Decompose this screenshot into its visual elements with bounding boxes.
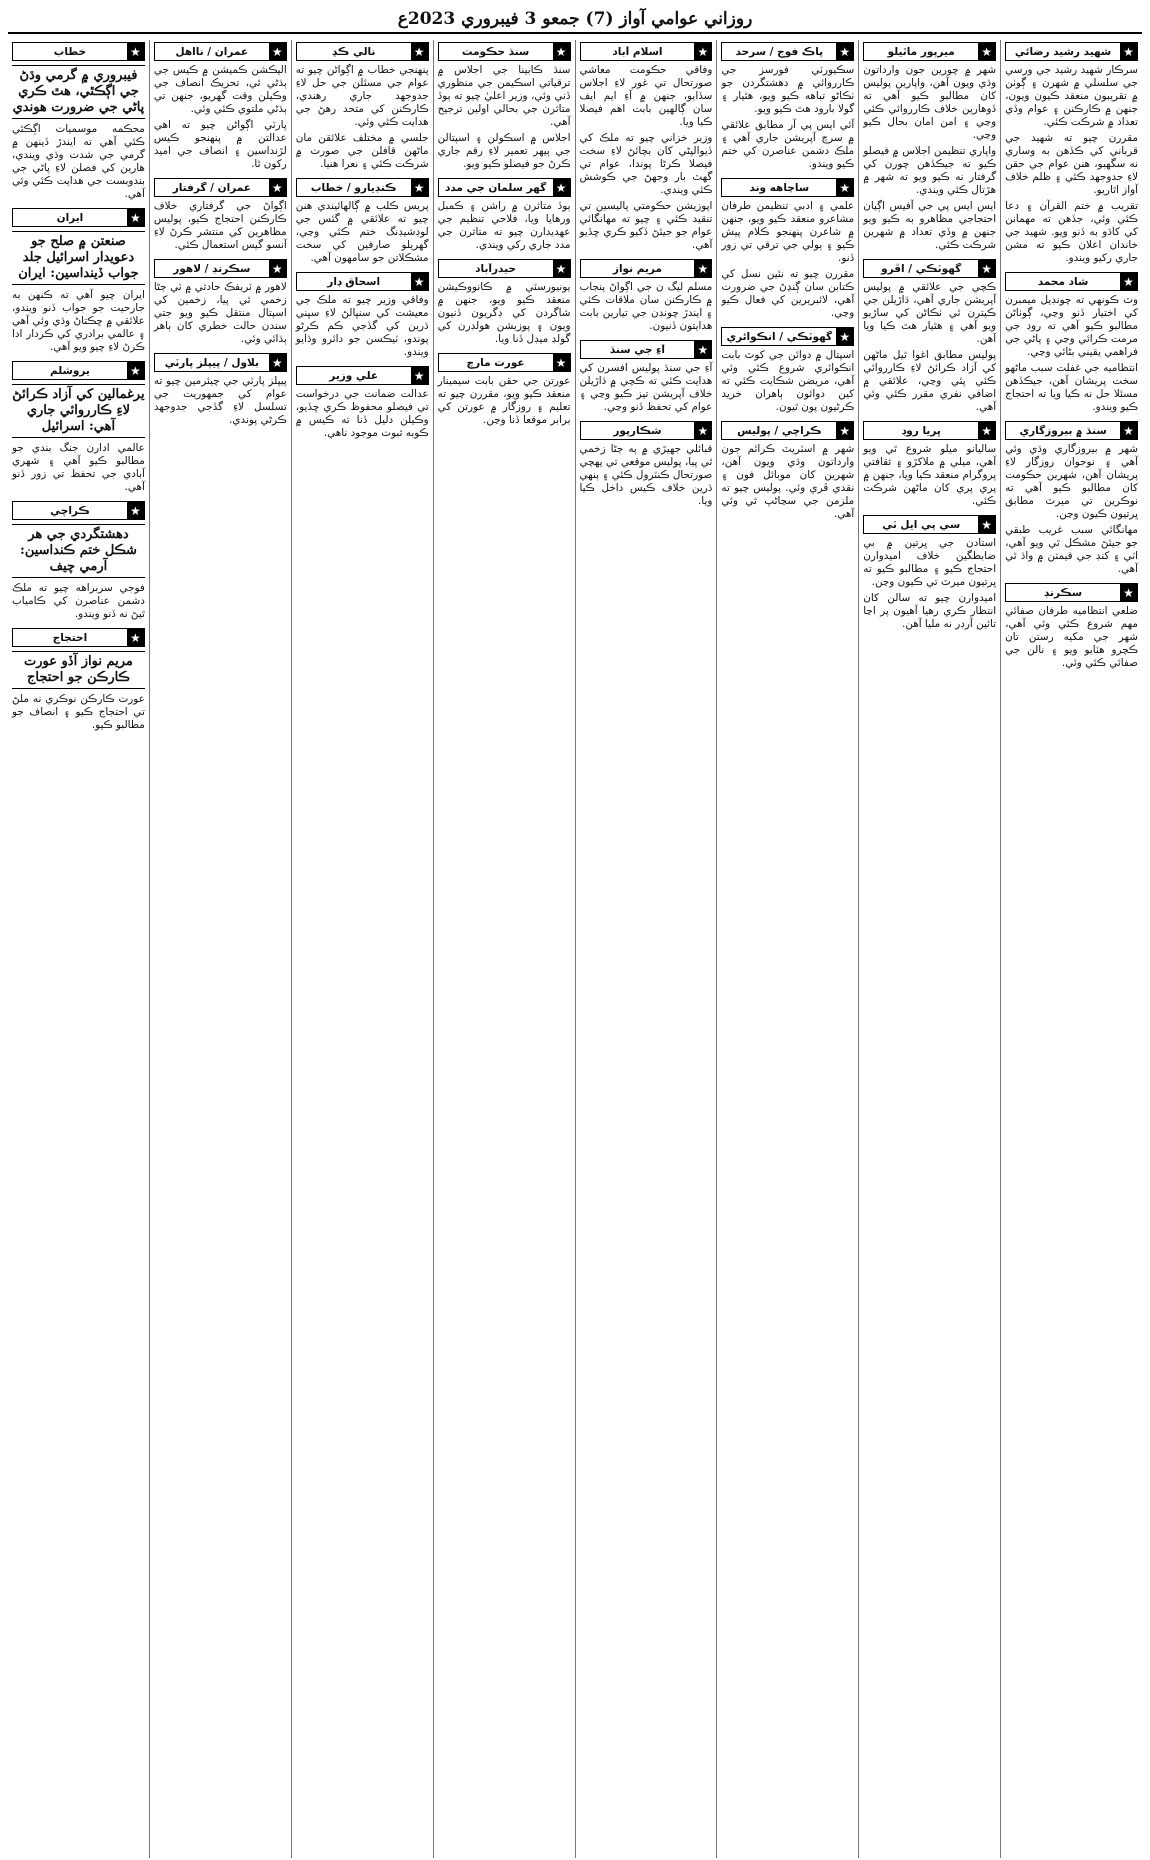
news-story (1005, 583, 1138, 670)
dateline-box (296, 42, 429, 61)
star-icon: ★ (1120, 43, 1137, 60)
story-body (438, 375, 571, 427)
story-body (438, 64, 571, 171)
dateline: حيدرآباد (475, 262, 516, 275)
news-story (863, 259, 996, 414)
star-icon: ★ (694, 422, 711, 439)
story-body (296, 388, 429, 440)
dateline-box (863, 515, 996, 534)
story-body (12, 289, 145, 354)
dateline: گهوٽڪي / اڦرو (881, 262, 962, 275)
story-body (296, 64, 429, 171)
story-paragraph: مهانگائي سبب غريب طبقي جو جيئڻ مشڪل ٿي ويو آهي، اٽي ۽ کنڊ جي قيمتن ۾ واڌ ٿي آهي. (1005, 524, 1138, 575)
news-story (12, 42, 145, 201)
story-paragraph: وفاقي حڪومت معاشي صورتحال تي غور لاءِ اجلاس سڏايو، جنهن ۾ آءِ ايم ايف سان ڳالهين بابت اهم فيصلا ڪيا ويا. (579, 64, 713, 128)
star-icon: ★ (694, 341, 711, 358)
news-story (438, 178, 571, 252)
story-paragraph: شهر ۾ اسٽريٽ ڪرائم جون وارداتون وڌي ويون آهن، شهرين کان موبائل فون ۽ نقدي ڦري وئي. پوليس چيو ته ملزمن جي سڃاڻپ ٿي وئي آهي. (721, 443, 855, 520)
star-icon: ★ (836, 179, 853, 196)
dateline: شهيد رشيد رضائي (1014, 45, 1112, 58)
dateline: سي پي ايل ٽي (882, 518, 961, 531)
story-body (580, 281, 713, 333)
story-paragraph: اليڪشن ڪميشن ۾ ڪيس جي ٻڌڻي ٿي، تحريڪ انصاف جي وڪيلن وقت گهريو، جنهن تي ٻڌڻي ملتوي ڪئي وئي. (153, 64, 287, 115)
star-icon: ★ (127, 629, 144, 646)
dateline-box (438, 178, 571, 197)
story-body (296, 200, 429, 265)
story-paragraph: اسپتال ۾ دوائن جي کوٽ بابت انڪوائري شروع ڪئي وئي آهي، مريضن شڪايت ڪئي ته کين دوائون ٻاهران خريد ڪرڻيون پون ٿيون. (721, 349, 855, 413)
news-story (580, 421, 713, 508)
story-paragraph: اڳواڻ جي گرفتاري خلاف ڪارڪنن احتجاج ڪيو، پوليس مظاهرين کي منتشر ڪرڻ لاءِ آنسو گيس استعمال ڪئي. (153, 200, 287, 251)
news-column (8, 40, 149, 1858)
news-column (433, 40, 575, 1858)
news-story (12, 361, 145, 494)
masthead-title: روزاني عوامي آواز (7) جمعو 3 فيبروري 2023ع (397, 9, 753, 29)
news-story (580, 340, 713, 414)
dateline: بلاول / پيپلز پارٽي (164, 356, 259, 369)
dateline-box (154, 259, 287, 278)
dateline-box (12, 208, 145, 227)
story-paragraph: علمي ۽ ادبي تنظيمن طرفان مشاعرو منعقد ڪيو ويو، جنهن ۾ شاعرن پنهنجو ڪلام پيش ڪيو ۽ ٻولي جي ترقي تي زور ڏنو. (721, 200, 855, 264)
story-paragraph: تقريب ۾ ختم القرآن ۽ دعا ڪئي وئي، جڏهن ته مهمانن کي کاڌو به ڏنو ويو. شهيد جي خاندان اعلان ڪيو ته مشن جاري رکيو ويندو. (1005, 200, 1138, 264)
dateline-box (154, 42, 287, 61)
story-paragraph: اميدوارن چيو ته سالن کان انتظار ڪري رهيا آهيون پر اڃا تائين آرڊر نه مليا آهن. (863, 592, 997, 630)
star-icon: ★ (269, 260, 286, 277)
story-paragraph: سڪيورٽي فورسز جي ڪارروائي ۾ دهشتگردن جو ٺڪاڻو تباهه ڪيو ويو، هٿيار ۽ گولا بارود هٿ ڪيو ويو. (721, 64, 855, 115)
story-paragraph: عالمي ادارن جنگ بندي جو مطالبو ڪيو آهي ۽ شهري آبادي جي تحفظ تي زور ڏنو آهي. (12, 442, 145, 493)
dateline-box (12, 628, 145, 647)
story-body (863, 281, 996, 414)
story-body (721, 443, 854, 521)
news-story (438, 259, 571, 346)
news-story (438, 42, 571, 171)
story-paragraph: وٽ ڪونهي ته چونڊيل ميمبرن کي اختيار ڏنو وڃي، ڳوٺاڻن مطالبو ڪيو آهي ته روڊ جي مرمت ڪرائي وڃي ۽ پاڻي جي فراهمي يقيني بڻائي وڃي. (1005, 294, 1138, 358)
story-body (721, 349, 854, 414)
news-story (863, 42, 996, 252)
dateline: ڪراچي (50, 504, 90, 517)
star-icon: ★ (127, 43, 144, 60)
star-icon: ★ (1120, 422, 1137, 439)
news-column (149, 40, 291, 1858)
dateline: يروشلم (50, 364, 90, 377)
story-headline: صنعتن ۾ صلح جو دعويدار اسرائيل جلد جواب ڏينداسين: ايران (12, 231, 145, 285)
dateline: ڪنڊيارو / خطاب (310, 181, 397, 194)
star-icon: ★ (978, 422, 995, 439)
dateline: علي وزير (329, 369, 379, 382)
star-icon: ★ (1120, 584, 1137, 601)
story-paragraph: ايران چيو آهي ته ڪنهن به جارحيت جو جواب ڏنو ويندو، علائقي ۾ ڇڪتاڻ وڌي وئي آهي ۽ عالمي برادري کي ڪردار ادا ڪرڻ لاءِ چيو ويو آهي. (12, 289, 145, 353)
dateline: سڪرنڊ (1043, 586, 1083, 599)
story-body (863, 537, 996, 631)
dateline-box (863, 421, 996, 440)
story-body (721, 64, 854, 171)
story-body (12, 123, 145, 201)
dateline: سڪرنڊ / لاهور (173, 262, 251, 275)
news-story (154, 259, 287, 346)
news-story (154, 353, 287, 427)
star-icon: ★ (127, 209, 144, 226)
story-headline: فيبروري ۾ گرمي وڌڻ جي اڳڪٿي، هٿ ڪري پاڻي جي ضرورت هوندي (12, 65, 145, 119)
story-body (863, 443, 996, 508)
dateline-box (721, 421, 854, 440)
dateline-box (721, 42, 854, 61)
dateline: گهوٽڪي / انڪوائري (726, 330, 833, 343)
dateline: نالي ڪڍ (331, 45, 376, 58)
star-icon: ★ (269, 43, 286, 60)
news-story (1005, 421, 1138, 576)
dateline-box (296, 366, 429, 385)
story-paragraph: انتظاميه جي غفلت سبب ماڻهو سخت پريشان آهن، جيڪڏهن مسئلا حل نه ڪيا ويا ته احتجاج ڪيو ويندو. (1005, 362, 1138, 413)
story-paragraph: آئي ايس پي آر مطابق علائقي ۾ سرچ آپريشن جاري آهي ۽ ملڪ دشمن عناصرن کي ختم ڪيو ويندو. (721, 119, 855, 170)
star-icon: ★ (978, 516, 995, 533)
dateline-box (863, 42, 996, 61)
story-body (721, 200, 854, 320)
dateline-box (12, 501, 145, 520)
dateline: شڪارپور (613, 424, 662, 437)
dateline-box (438, 353, 571, 372)
story-body (154, 375, 287, 427)
story-paragraph: اجلاس ۾ اسڪولن ۽ اسپتالن جي ٻيهر تعمير لاءِ رقم جاري ڪرڻ جو فيصلو ڪيو ويو. (437, 132, 571, 170)
story-paragraph: مسلم ليگ ن جي اڳواڻ پنجاب ۾ ڪارڪنن سان ملاقات ڪئي ۽ ايندڙ چونڊن جي تيارين بابت هدايتون ڏنيون. (579, 281, 713, 332)
story-paragraph: عورتن جي حقن بابت سيمينار منعقد ڪيو ويو، مقررن چيو ته تعليم ۽ روزگار ۾ عورتن کي برابر موقعا ڏنا وڃن. (437, 375, 571, 426)
story-body (1005, 443, 1138, 576)
story-body (438, 281, 571, 346)
dateline: عمران / گرفتار (172, 181, 251, 194)
star-icon: ★ (269, 354, 286, 371)
news-story (12, 628, 145, 732)
dateline-box (580, 42, 713, 61)
dateline: پاڪ فوج / سرحد (735, 45, 824, 58)
news-story (1005, 42, 1138, 265)
story-paragraph: عدالت ضمانت جي درخواست تي فيصلو محفوظ ڪري ڇڏيو، وڪيلن دليل ڏنا ته ڪيس ۾ ڪوبه ثبوت موجود ناهي. (295, 388, 429, 439)
story-paragraph: يونيورسٽي ۾ ڪانووڪيشن منعقد ڪيو ويو، جنهن ۾ شاگردن کي ڊگريون ڏنيون ويون ۽ پوزيشن هولڊرن کي گولڊ ميڊل ڏنا ويا. (437, 281, 571, 345)
news-story (296, 178, 429, 265)
dateline-box (1005, 421, 1138, 440)
story-body (1005, 294, 1138, 414)
story-paragraph: پيپلز پارٽي جي چيئرمين چيو ته عوام کي جمهوريت جي تسلسل لاءِ گڏجي جدوجهد ڪرڻي پوندي. (153, 375, 287, 426)
story-paragraph: ڪچي جي علائقي ۾ پوليس آپريشن جاري آهي، ڌاڙيلن جي ڪيترن ئي ٺڪاڻن کي ساڙيو ويو آهي ۽ هٿيار هٿ ڪيا ويا آهن. (863, 281, 997, 345)
dateline: مريم نواز (612, 262, 662, 275)
story-paragraph: استادن جي ڀرتين ۾ بي ضابطگين خلاف اميدوارن احتجاج ڪيو ۽ مطالبو ڪيو ته ڀرتيون ميرٽ تي ڪيون وڃن. (863, 537, 997, 588)
news-columns (8, 40, 1142, 1858)
masthead (8, 6, 1142, 34)
star-icon: ★ (127, 362, 144, 379)
story-paragraph: سرڪار شهيد رشيد جي ورسي جي سلسلي ۾ شهرن ۽ ڳوٺن ۾ تقريبون منعقد ڪيون ويون، جنهن ۾ ڪارڪنن ۽ عوام وڏي تعداد ۾ شرڪت ڪئي. (1005, 64, 1138, 128)
story-paragraph: ٻوڏ متاثرن ۾ راشن ۽ ڪمبل ورهايا ويا، فلاحي تنظيم جي عهديدارن چيو ته متاثرن جي مدد جاري رکي ويندي. (437, 200, 571, 251)
dateline: سنڌ ۾ بيروزگاري (1019, 424, 1107, 437)
dateline-box (154, 353, 287, 372)
dateline-box (721, 327, 854, 346)
star-icon: ★ (694, 43, 711, 60)
dateline: اسحاق ڊار (327, 275, 381, 288)
story-paragraph: محڪمه موسميات اڳڪٿي ڪئي آهي ته ايندڙ ڏينهن ۾ گرمي جي شدت وڌي ويندي، هارين کي فصلن لاءِ پاڻي جي بندوبست جي هدايت ڪئي وئي آهي. (12, 123, 145, 200)
story-headline: مريم نواز آڏو عورت ڪارڪن جو احتجاج (12, 651, 145, 689)
dateline: شاد محمد (1037, 275, 1089, 288)
story-headline: دهشتگردي جي هر شڪل ختم ڪنداسين: آرمي چيف (12, 524, 145, 578)
story-paragraph: ايس ايس پي جي آفيس اڳيان احتجاجي مظاهرو به ڪيو ويو جنهن ۾ وڏي تعداد ۾ شهرين شرڪت ڪئي. (863, 200, 997, 251)
news-story (296, 366, 429, 440)
star-icon: ★ (411, 273, 428, 290)
dateline-box (1005, 583, 1138, 602)
dateline: اسلام آباد (612, 45, 663, 58)
story-paragraph: فوجي سربراهه چيو ته ملڪ دشمن عناصرن کي ڪامياب ٿيڻ نه ڏنو ويندو. (12, 582, 145, 620)
star-icon: ★ (836, 422, 853, 439)
story-headline: يرغمالين کي آزاد ڪرائڻ لاءِ ڪارروائي جاري آهي: اسرائيل (12, 384, 145, 438)
news-column (575, 40, 717, 1858)
news-story (863, 421, 996, 508)
story-body (580, 443, 713, 508)
dateline: عورت مارچ (466, 356, 525, 369)
dateline: عمران / نااهل (175, 45, 249, 58)
star-icon: ★ (978, 43, 995, 60)
dateline-box (154, 178, 287, 197)
star-icon: ★ (411, 179, 428, 196)
story-paragraph: وزير خزاني چيو ته ملڪ کي ڏيوالپڻي کان بچائڻ لاءِ سخت فيصلا ڪرڻا پوندا، عوام تي گهٽ بار وجهڻ جي ڪوشش ڪئي ويندي. (579, 132, 713, 196)
star-icon: ★ (553, 260, 570, 277)
news-story (12, 208, 145, 354)
dateline-box (296, 178, 429, 197)
dateline: ساڃاهه وند (749, 181, 810, 194)
story-body (863, 64, 996, 252)
star-icon: ★ (127, 502, 144, 519)
story-paragraph: قبائلي جهيڙي ۾ ٻه ڄڻا زخمي ٿي پيا، پوليس موقعي تي پهچي صورتحال ڪنٽرول ڪئي ۽ ٻنهي ڌرين خلاف ڪيس داخل ڪيا ويا. (579, 443, 713, 507)
dateline-box (438, 42, 571, 61)
story-body (296, 294, 429, 359)
news-story (863, 515, 996, 631)
story-body (154, 200, 287, 252)
star-icon: ★ (411, 367, 428, 384)
news-column (716, 40, 858, 1858)
star-icon: ★ (553, 43, 570, 60)
dateline: گهر سلمان جي مدد (444, 181, 547, 194)
dateline-box (1005, 272, 1138, 291)
dateline-box (1005, 42, 1138, 61)
news-story (438, 353, 571, 427)
story-paragraph: سنڌ ڪابينا جي اجلاس ۾ ترقياتي اسڪيمن جي منظوري ڏني وئي، وزير اعليٰ چيو ته ٻوڏ متاثرن جي بحالي اولين ترجيح آهي. (437, 64, 571, 128)
dateline-box (12, 361, 145, 380)
news-story (721, 327, 854, 414)
story-paragraph: آءِ جي سنڌ پوليس افسرن کي هدايت ڪئي ته ڪچي ۾ ڌاڙيلن خلاف آپريشن تيز ڪيو وڃي ۽ عوام کي تحفظ ڏنو وڃي. (579, 362, 713, 413)
story-paragraph: لاهور ۾ ٽريفڪ حادثي ۾ ٽي ڄڻا زخمي ٿي پيا، زخمين کي اسپتال منتقل ڪيو ويو جتي سندن حالت خطري کان ٻاهر ٻڌائي وئي. (153, 281, 287, 345)
dateline: آءِ جي سنڌ (609, 343, 666, 356)
news-story (154, 42, 287, 171)
story-paragraph: ضلعي انتظاميه طرفان صفائي مهم شروع ڪئي وئي آهي، شهر جي مکيه رستن تان ڪچرو هٽايو ويو ۽ نالن جي صفائي ڪئي وئي. (1005, 605, 1138, 669)
star-icon: ★ (1120, 273, 1137, 290)
story-body (1005, 605, 1138, 670)
news-story (580, 259, 713, 333)
star-icon: ★ (694, 260, 711, 277)
story-body (154, 281, 287, 346)
story-body (12, 693, 145, 732)
story-paragraph: واپاري تنظيمن اجلاس ۾ فيصلو ڪيو ته جيڪڏهن چورن کي گرفتار نه ڪيو ويو ته شهر ۾ هڙتال ڪئي ويندي. (863, 145, 997, 196)
story-body (12, 582, 145, 621)
dateline: ايران (56, 211, 84, 224)
news-column (858, 40, 1000, 1858)
news-story (721, 178, 854, 320)
dateline: احتجاج (52, 631, 88, 644)
dateline-box (721, 178, 854, 197)
story-paragraph: پنهنجي خطاب ۾ اڳواڻن چيو ته عوام جي مسئلن جي حل لاءِ جدوجهد جاري رهندي، ڪارڪنن کي متحد رهڻ جي هدايت ڪئي وئي. (295, 64, 429, 128)
story-paragraph: وفاقي وزير چيو ته ملڪ جي معيشت کي سنڀالڻ لاءِ سڀني ڌرين کي گڏجي ڪم ڪرڻو پوندو، ٽيڪسن جو دائرو وڌايو ويندو. (295, 294, 429, 358)
story-body (1005, 64, 1138, 265)
dateline: سنڌ حڪومت (461, 45, 530, 58)
dateline-box (438, 259, 571, 278)
star-icon: ★ (836, 328, 853, 345)
story-paragraph: شهر ۾ چورين جون وارداتون وڌي ويون آهن، واپارين پوليس کان مطالبو ڪيو آهي ته ڏوهارين خلاف ڪارروائي ڪئي وڃي ۽ امن امان بحال ڪيو وڃي. (863, 64, 997, 141)
dateline-box (580, 259, 713, 278)
news-story (1005, 272, 1138, 414)
story-paragraph: عورت ڪارڪن نوڪري نه ملڻ تي احتجاج ڪيو ۽ انصاف جو مطالبو ڪيو. (12, 693, 145, 731)
dateline: ڀريا روڊ (901, 424, 941, 437)
story-body (438, 200, 571, 252)
story-paragraph: جلسي ۾ مختلف علائقن مان ماڻهن قافلن جي صورت ۾ شرڪت ڪئي ۽ نعرا هنيا. (295, 132, 429, 170)
star-icon: ★ (553, 354, 570, 371)
story-body (12, 442, 145, 494)
news-story (12, 501, 145, 621)
dateline-box (863, 259, 996, 278)
dateline: ڪراچي / پوليس (737, 424, 822, 437)
dateline-box (580, 421, 713, 440)
star-icon: ★ (836, 43, 853, 60)
story-paragraph: شهر ۾ بيروزگاري وڌي وئي آهي ۽ نوجوان روزگار لاءِ پريشان آهن، شهرين حڪومت کان مطالبو ڪيو آهي ته نوڪرين تي ميرٽ مطابق ڀرتيون ڪيون وڃن. (1005, 443, 1138, 520)
news-story (580, 42, 713, 252)
news-story (154, 178, 287, 252)
news-story (721, 42, 854, 171)
story-body (580, 362, 713, 414)
story-paragraph: اپوزيشن حڪومتي پاليسين تي تنقيد ڪئي ۽ چيو ته مهانگائي عوام جو جيئڻ ڏکيو ڪري ڇڏيو آهي. (579, 200, 713, 251)
news-column (1000, 40, 1142, 1858)
story-paragraph: پوليس مطابق اغوا ٿيل ماڻهن کي آزاد ڪرائڻ لاءِ ڪارروائي ڪئي پئي وڃي، علائقي ۾ اضافي نفري مقرر ڪئي وئي آهي. (863, 349, 997, 413)
news-story (721, 421, 854, 521)
news-column (291, 40, 433, 1858)
star-icon: ★ (411, 43, 428, 60)
dateline: ميرپور ماٿيلو (887, 45, 955, 58)
story-body (154, 64, 287, 171)
story-paragraph: مقررن چيو ته شهيد جي قرباني کي ڪڏهن به وساري نه سگهبو، هنن عوام جي حقن لاءِ جدوجهد ڪئي ۽ ظلم خلاف آواز اٿاريو. (1005, 132, 1138, 196)
star-icon: ★ (269, 179, 286, 196)
news-story (296, 272, 429, 359)
dateline-box (296, 272, 429, 291)
star-icon: ★ (553, 179, 570, 196)
star-icon: ★ (978, 260, 995, 277)
story-paragraph: مقررن چيو ته نئين نسل کي ڪتابن سان ڳنڍڻ جي ضرورت آهي، لائبريرين کي فعال ڪيو وڃي. (721, 268, 855, 319)
story-paragraph: ساليانو ميلو شروع ٿي ويو آهي، ميلي ۾ ملاکڙو ۽ ثقافتي پروگرام منعقد ڪيا ويا، جنهن ۾ پري پري کان ماڻهن شرڪت ڪئي. (863, 443, 997, 507)
dateline: خطاب (53, 45, 87, 58)
story-paragraph: پارٽي اڳواڻن چيو ته اهي عدالتن ۾ پنهنجو ڪيس لڙنداسين ۽ انصاف جي اميد رکون ٿا. (153, 119, 287, 170)
news-story (296, 42, 429, 171)
story-body (580, 64, 713, 252)
dateline-box (12, 42, 145, 61)
story-paragraph: پريس ڪلب ۾ ڳالهائيندي هنن چيو ته علائقي ۾ گئس جي لوڊشيڊنگ ختم ڪئي وڃي، گهريلو صارفين کي سخت مشڪلاتن جو سامهون آهي. (295, 200, 429, 264)
dateline-box (580, 340, 713, 359)
